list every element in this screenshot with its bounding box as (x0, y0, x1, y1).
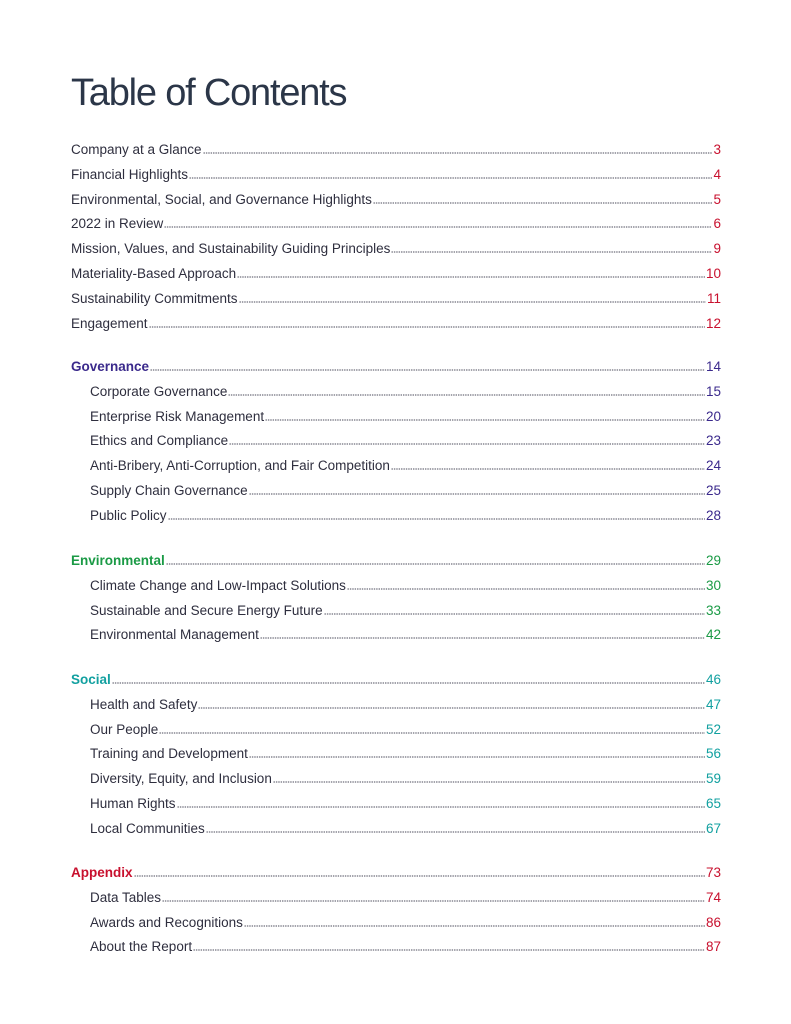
toc-item-label: 2022 in Review (71, 216, 164, 232)
toc-page-number: 29 (705, 553, 721, 568)
toc-item[interactable] (71, 239, 721, 259)
toc-section-appendix[interactable] (71, 863, 721, 883)
toc-item-label: Engagement (71, 315, 148, 331)
toc-item[interactable] (90, 913, 721, 933)
toc-item[interactable] (90, 407, 721, 427)
dot-leader (166, 559, 705, 565)
toc-item-label: Climate Change and Low-Impact Solutions (90, 577, 346, 593)
toc-item-label: Environmental Management (90, 627, 259, 643)
toc-item[interactable] (90, 576, 721, 596)
toc-item-label: Awards and Recognitions (90, 914, 243, 930)
toc-item[interactable] (90, 431, 721, 451)
dot-leader (260, 633, 705, 639)
dot-leader (168, 514, 705, 520)
toc-page-number: 20 (705, 408, 721, 424)
toc-item-label: Sustainability Commitments (71, 290, 238, 306)
toc-item-label: Environmental, Social, and Governance Highlights (71, 191, 372, 207)
toc-item-label: Mission, Values, and Sustainability Guiding Principles (71, 241, 391, 257)
toc-item-label: Sustainable and Secure Energy Future (90, 602, 323, 618)
toc-section-label: Environmental (71, 553, 165, 568)
dot-leader (244, 921, 705, 927)
toc-page-number: 74 (705, 889, 721, 905)
toc-page-number: 73 (705, 865, 721, 880)
toc-item-label: Data Tables (90, 889, 162, 905)
toc-section-governance[interactable] (71, 357, 721, 377)
toc-page-number: 30 (705, 577, 721, 593)
toc-page-number: 10 (705, 266, 721, 281)
toc-page-number: 15 (705, 383, 721, 399)
toc-item-label: Anti-Bribery, Anti-Corruption, and Fair Competition (90, 458, 390, 474)
dot-leader (239, 297, 706, 303)
dot-leader (164, 222, 712, 228)
dot-leader (193, 945, 705, 951)
toc-page-number: 25 (705, 483, 721, 498)
toc-item-label: Materiality-Based Approach (71, 266, 237, 281)
toc-item[interactable] (90, 601, 721, 621)
toc-item[interactable] (90, 625, 721, 645)
toc-item[interactable] (90, 794, 721, 814)
toc-section-label: Appendix (71, 865, 133, 880)
toc-item[interactable] (71, 264, 721, 284)
toc-item[interactable] (71, 190, 721, 210)
toc-page-number: 86 (705, 914, 721, 930)
toc-item-label: Diversity, Equity, and Inclusion (90, 771, 272, 787)
toc-page-number: 65 (705, 796, 721, 811)
dot-leader (249, 752, 705, 758)
dot-leader (237, 272, 705, 278)
toc-item[interactable] (71, 140, 721, 160)
toc-item-label: Enterprise Risk Management (90, 408, 265, 424)
toc-item[interactable] (90, 481, 721, 501)
toc-item[interactable] (90, 888, 721, 908)
toc-page-number: 24 (705, 458, 721, 474)
toc-page-number: 11 (706, 290, 721, 306)
toc-item[interactable] (90, 382, 721, 402)
toc-item-label: Training and Development (90, 746, 248, 762)
toc-item-label: Public Policy (90, 507, 167, 523)
dot-leader (159, 728, 705, 734)
toc-section-social[interactable] (71, 670, 721, 690)
toc-section-label: Social (71, 672, 111, 687)
toc-item[interactable] (90, 456, 721, 476)
toc-item[interactable] (71, 165, 721, 185)
toc-item-label: Supply Chain Governance (90, 483, 248, 498)
toc-item[interactable] (90, 744, 721, 764)
toc-item-label: Company at a Glance (71, 142, 202, 157)
toc-page-number: 9 (713, 241, 721, 257)
toc-page-number: 42 (705, 627, 721, 643)
toc-page-number: 67 (705, 820, 721, 836)
dot-leader (391, 247, 712, 253)
dot-leader (273, 777, 705, 783)
toc-page-number: 28 (705, 507, 721, 523)
page-title: Table of Contents (71, 72, 347, 114)
dot-leader (229, 439, 705, 445)
dot-leader (189, 173, 712, 179)
dot-leader (249, 489, 705, 495)
toc-page-number: 5 (713, 191, 721, 207)
toc-section-environmental[interactable] (71, 551, 721, 571)
dot-leader (177, 802, 705, 808)
toc-item-label: Local Communities (90, 820, 205, 836)
toc-item[interactable] (90, 937, 721, 957)
toc-item[interactable] (71, 289, 721, 309)
toc-item[interactable] (90, 769, 721, 789)
toc-page-number: 23 (705, 433, 721, 449)
dot-leader (149, 322, 705, 328)
toc-item[interactable] (90, 819, 721, 839)
toc-page-number: 46 (705, 672, 721, 687)
toc-page-number: 59 (705, 771, 721, 787)
toc-item-label: Ethics and Compliance (90, 433, 229, 449)
dot-leader (134, 871, 705, 877)
toc-item-label: Our People (90, 721, 159, 737)
toc-item-label: About the Report (90, 939, 193, 955)
dot-leader (265, 415, 705, 421)
dot-leader (112, 678, 705, 684)
toc-page-number: 6 (713, 216, 721, 232)
toc-item[interactable] (71, 214, 721, 234)
toc-page-number: 87 (705, 939, 721, 955)
toc-item-label: Financial Highlights (71, 166, 189, 182)
toc-page-number: 47 (705, 696, 721, 712)
dot-leader (206, 827, 705, 833)
dot-leader (162, 896, 705, 902)
toc-page-number: 52 (705, 721, 721, 737)
toc-page-number: 3 (713, 142, 721, 157)
toc-page-number: 14 (705, 359, 721, 374)
dot-leader (373, 198, 713, 204)
toc-page-number: 12 (705, 315, 721, 331)
toc-item[interactable] (90, 506, 721, 526)
dot-leader (228, 390, 705, 396)
dot-leader (150, 365, 705, 371)
toc-item[interactable] (71, 314, 721, 334)
toc-item[interactable] (90, 720, 721, 740)
toc-section-label: Governance (71, 359, 150, 374)
toc-page-number: 56 (705, 746, 721, 762)
toc-item-label: Human Rights (90, 796, 176, 811)
dot-leader (203, 148, 713, 154)
toc-item-label: Corporate Governance (90, 383, 228, 399)
toc-item-label: Health and Safety (90, 696, 198, 712)
toc-item[interactable] (90, 695, 721, 715)
toc-page-number: 4 (713, 166, 721, 182)
toc-page-number: 33 (705, 602, 721, 618)
dot-leader (198, 703, 705, 709)
dot-leader (347, 584, 705, 590)
dot-leader (324, 609, 705, 615)
dot-leader (391, 464, 705, 470)
